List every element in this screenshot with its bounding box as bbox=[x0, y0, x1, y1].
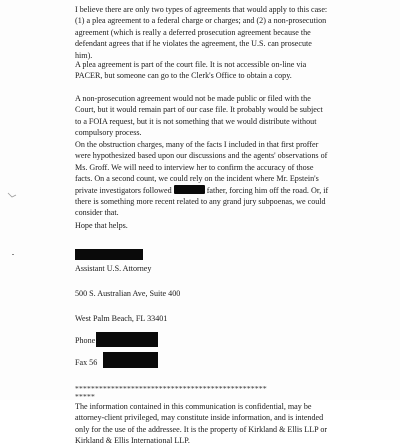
paragraph-agreement-types: I believe there are only two types of agreements that would apply to this case: (1) a plea agreement to a federal charge or charges; and (2) a non-prosecution agreement (which is really a deferred prosecution agreement because the defendant agrees that if he violates the agreement, the U.S. can prosecute him). bbox=[75, 5, 328, 60]
redacted-phone bbox=[96, 332, 158, 347]
signature-title-text: Assistant U.S. Attorney bbox=[75, 264, 152, 273]
redacted-signature-name bbox=[75, 249, 143, 260]
signature-address1-text: 500 S. Australian Ave, Suite 400 bbox=[75, 289, 181, 298]
phone-label: Phone bbox=[75, 336, 96, 345]
paragraph-obstruction bbox=[75, 139, 330, 219]
disclaimer-stars-1: ************************************************ bbox=[75, 385, 267, 393]
disclaimer-stars-2: ***** bbox=[75, 393, 95, 401]
scan-speck bbox=[12, 254, 14, 255]
redacted-fax bbox=[103, 352, 158, 368]
email-body-3 bbox=[75, 93, 330, 139]
signature-address2-text: West Palm Beach, FL 33401 bbox=[75, 314, 168, 323]
email-body bbox=[75, 4, 330, 61]
disclaimer-text: The information contained in this communication is confidential, may be attorney-client privileged, may constitute inside information, and is intended only for the use of the addressee. It is the property of Kirkland & Ellis LLP or Kirkland & Ellis International LLP. bbox=[75, 402, 328, 446]
signature-address2 bbox=[75, 313, 330, 324]
redaction-bar bbox=[174, 185, 205, 194]
email-body-4 bbox=[75, 139, 330, 219]
obstruction-text-part1: On the obstruction charges, many of the facts I included in that first proffer were hypothesized based upon our discussions and the agents' observations of Ms. Groff. We will need to interview her to confirm the accuracy of those facts. On a second count, we could rely on the incident where Mr. Epstein's private investigators followed bbox=[75, 140, 328, 195]
paragraph-plea-agreement: A plea agreement is part of the court file. It is not accessible on-line via PACER, but someone can go to the Clerk's Office to obtain a copy. bbox=[75, 60, 307, 81]
closing-text: Hope that helps. bbox=[75, 221, 128, 230]
margin-check-mark bbox=[7, 192, 17, 198]
signature-title bbox=[75, 263, 330, 274]
signature-address1 bbox=[75, 288, 330, 299]
obstruction-text-part2: father, forcing him off the road. Or, if there is something more recent related to any grand jury subpoenas, we could consider that. bbox=[75, 185, 329, 218]
paragraph-non-prosecution: A non-prosecution agreement would not be made public or filed with the Court, but it would remain part of our case file. It probably would be subject to a FOIA request, but it is not something that we would distribute without compulsory process. bbox=[75, 94, 323, 138]
fax-label: Fax 56 bbox=[75, 358, 98, 367]
email-body-2 bbox=[75, 59, 330, 82]
closing-line bbox=[75, 220, 330, 231]
